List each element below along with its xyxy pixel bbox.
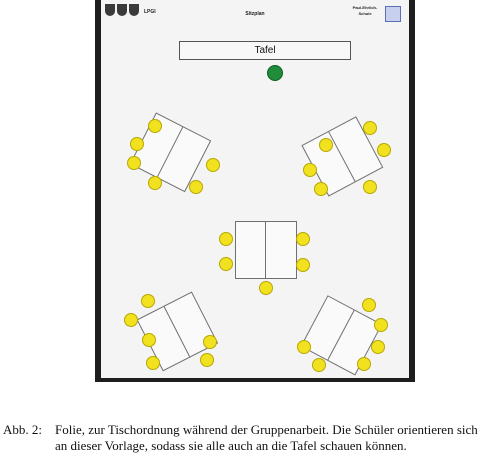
chair-icon xyxy=(146,356,160,370)
board-label: Tafel xyxy=(179,41,351,60)
table-group xyxy=(131,112,210,189)
chair-icon xyxy=(148,119,162,133)
chair-icon xyxy=(296,232,310,246)
figure-caption-text: Folie, zur Tischordnung während der Gruppenarbeit. Die Schüler orientieren sich an dieser Vorlage, sodass sie alle auch an die Tafel schauen können. xyxy=(55,422,478,453)
chair-icon xyxy=(296,258,310,272)
chair-icon xyxy=(130,137,144,151)
chair-icon xyxy=(363,121,377,135)
figure-label: Abb. 2: xyxy=(3,422,42,437)
seating-plan-sheet xyxy=(101,0,409,378)
chair-icon xyxy=(148,176,162,190)
chair-icon xyxy=(141,294,155,308)
chair-icon xyxy=(219,257,233,271)
chair-icon xyxy=(374,318,388,332)
chair-icon xyxy=(206,158,220,172)
chair-icon xyxy=(203,335,217,349)
chair-icon xyxy=(362,298,376,312)
school-name: Paul-Ehrlich-Schule xyxy=(352,5,378,16)
school-logo-icon xyxy=(385,6,401,22)
chair-icon xyxy=(124,313,138,327)
header-left-text: LPGI xyxy=(144,9,156,15)
table-group xyxy=(235,221,295,277)
chair-icon xyxy=(371,340,385,354)
chair-icon xyxy=(200,353,214,367)
chair-icon xyxy=(219,232,233,246)
table xyxy=(235,221,297,279)
chair-icon xyxy=(312,358,326,372)
chair-icon xyxy=(303,163,317,177)
slide-photo xyxy=(95,0,415,382)
chair-icon xyxy=(142,333,156,347)
chair-icon xyxy=(297,340,311,354)
chair-icon xyxy=(189,180,203,194)
chair-icon xyxy=(363,180,377,194)
chair-icon xyxy=(357,357,371,371)
chair-icon xyxy=(127,156,141,170)
teacher-position-icon xyxy=(267,65,283,81)
chair-icon xyxy=(314,182,328,196)
chair-icon xyxy=(377,143,391,157)
chair-icon xyxy=(319,138,333,152)
sheet-title: Sitzplan xyxy=(245,11,265,17)
chair-icon xyxy=(259,281,273,295)
